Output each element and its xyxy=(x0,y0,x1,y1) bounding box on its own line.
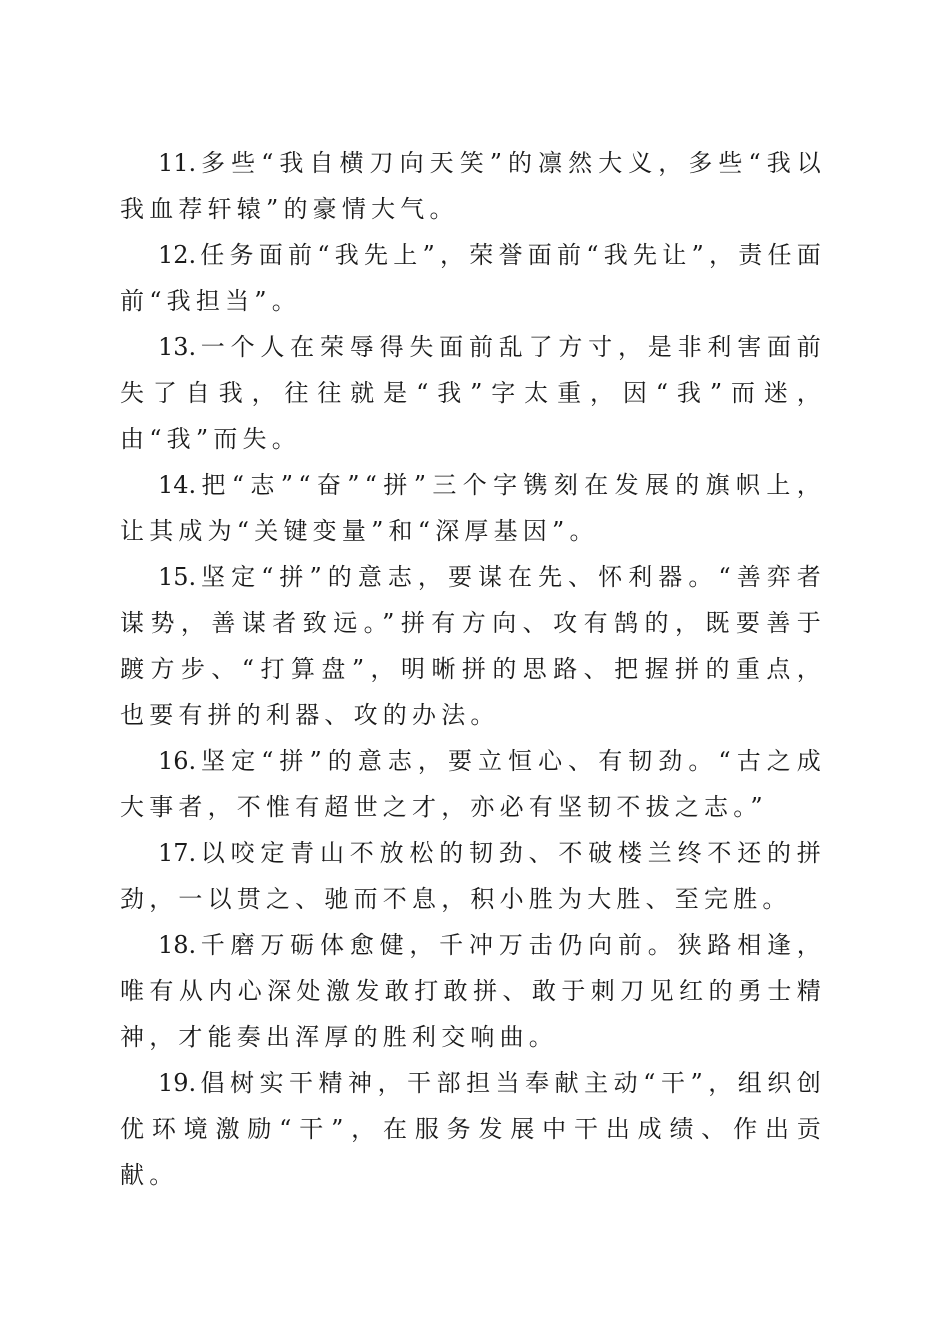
paragraph-number: 12. xyxy=(158,241,197,269)
paragraph-18 xyxy=(120,922,826,1060)
paragraph-number: 14. xyxy=(158,471,197,499)
paragraph-number: 18. xyxy=(158,931,197,959)
paragraph-number: 15. xyxy=(158,563,197,591)
paragraph-text: 坚定“拼”的意志，要立恒心、有韧劲。“古之成大事者，不惟有超世之才，亦必有坚韧不拔之志。” xyxy=(120,747,826,821)
paragraph-number: 11. xyxy=(158,149,197,177)
paragraph-16 xyxy=(120,738,826,830)
paragraph-text: 千磨万砺体愈健，千冲万击仍向前。狭路相逢，唯有从内心深处激发敢打敢拼、敢于刺刀见红的勇士精神，才能奏出浑厚的胜利交响曲。 xyxy=(120,931,826,1051)
paragraph-15 xyxy=(120,554,826,738)
paragraph-number: 19. xyxy=(158,1069,197,1097)
paragraph-text: 多些“我自横刀向天笑”的凛然大义，多些“我以我血荐轩辕”的豪情大气。 xyxy=(120,149,826,223)
paragraph-14 xyxy=(120,462,826,554)
paragraph-text: 一个人在荣辱得失面前乱了方寸，是非利害面前失了自我，往往就是“我”字太重，因“我”而迷，由“我”而失。 xyxy=(120,333,826,453)
paragraph-text: 以咬定青山不放松的韧劲、不破楼兰终不还的拼劲，一以贯之、驰而不息，积小胜为大胜、至完胜。 xyxy=(120,839,826,913)
paragraph-11 xyxy=(120,140,826,232)
paragraph-text: 坚定“拼”的意志，要谋在先、怀利器。“善弈者谋势，善谋者致远。”拼有方向、攻有鹄的，既要善于踱方步、“打算盘”，明晰拼的思路、把握拼的重点，也要有拼的利器、攻的办法。 xyxy=(120,563,826,729)
paragraph-19 xyxy=(120,1060,826,1198)
paragraph-text: 把“志”“奋”“拼”三个字镌刻在发展的旗帜上，让其成为“关键变量”和“深厚基因”。 xyxy=(120,471,826,545)
paragraph-text: 倡树实干精神，干部担当奉献主动“干”，组织创优环境激励“干”，在服务发展中干出成绩、作出贡献。 xyxy=(120,1069,826,1189)
paragraph-13 xyxy=(120,324,826,462)
paragraph-number: 17. xyxy=(158,839,197,867)
paragraph-text: 任务面前“我先上”，荣誉面前“我先让”，责任面前“我担当”。 xyxy=(120,241,826,315)
paragraph-12 xyxy=(120,232,826,324)
paragraph-17 xyxy=(120,830,826,922)
paragraph-number: 13. xyxy=(158,333,197,361)
document-body xyxy=(120,140,826,1198)
paragraph-number: 16. xyxy=(158,747,197,775)
